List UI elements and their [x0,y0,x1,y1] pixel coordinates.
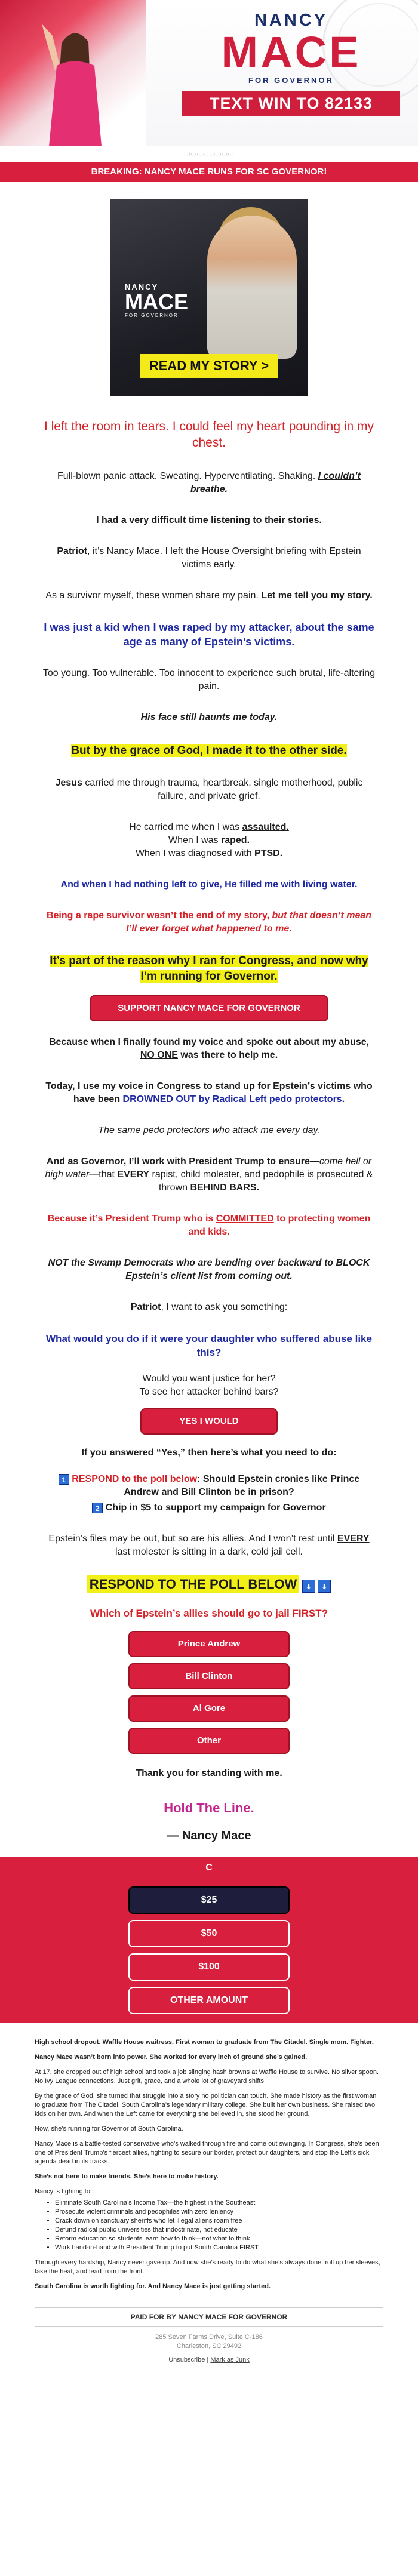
story-difficult: I had a very difficult time listening to their stories. [96,515,322,525]
step-1-badge: 1 [59,1474,69,1485]
story-swamp: NOT the Swamp Democrats who are bending over backward to BLOCK Epstein’s client list from coming out. [48,1258,370,1281]
list-item: • Prosecute violent criminals and pedophiles with zero leniency [55,2208,383,2217]
story-running [42,953,376,984]
poll-option-prince-andrew[interactable]: Prince Andrew [128,1631,290,1657]
thanks-text: Thank you for standing with me. [136,1768,282,1778]
breaking-news-bar[interactable]: BREAKING: NANCY MACE RUNS FOR SC GOVERNOR! [0,162,418,182]
story-ask [42,1301,376,1314]
story-found-voice [42,1036,376,1062]
story-oversight-text: , it’s Nancy Mace. I left the House Oversight briefing with Epstein victims early. [87,546,361,570]
list-item: • Work hand-in-hand with President Trump to put South Carolina FIRST [55,2243,383,2252]
support-button[interactable]: SUPPORT NANCY MACE FOR GOVERNOR [90,995,328,1021]
story-jesus [42,777,376,803]
preheader-spacer: ▭▭▭▭▭▭▭▭ [184,150,234,158]
patriot-word-2: Patriot [130,1302,161,1312]
paid-for-disclaimer: PAID FOR BY NANCY MACE FOR GOVERNOR [35,2307,383,2327]
jesus-word: Jesus [55,778,82,788]
story-carried [42,821,376,860]
hell-high-water: come hell or high water [45,1156,372,1180]
hero-logo [125,282,188,318]
header-banner [0,0,418,146]
pedo-protectors-text: by Radical Left pedo protectors. [196,1094,345,1104]
every-word-2: EVERY [337,1534,370,1544]
hold-the-line: Hold The Line. [164,1800,254,1815]
bio-line-8: Nancy is fighting to: [35,2187,92,2195]
poll-option-other[interactable]: Other [128,1728,290,1754]
unsubscribe-link[interactable]: Unsubscribe [168,2356,205,2363]
address-line-1: 285 Seven Farms Drive, Suite C-186 [155,2333,263,2341]
story-cant-breathe: I couldn’t breathe. [190,471,361,494]
yes-i-would-button[interactable]: YES I WOULD [140,1408,278,1435]
story-grace-highlight: But by the grace of God, I made it to the other side. [71,744,347,757]
raped-text: When I was [168,835,221,845]
donate-band [0,1857,418,1879]
bio-line-7: She’s not here to make friends. She’s here to make history. [35,2172,219,2180]
donation-panel [0,1879,418,2023]
found-voice-text: Because when I finally found my voice and spoke out about my abuse, [48,1037,370,1047]
step-2-text[interactable]: Chip in $5 to support my campaign for Governor [105,1503,326,1513]
trump-text: Because it’s President Trump who is [47,1214,216,1224]
donate-100-button[interactable]: $100 [128,1953,290,1981]
logo-last-name: MACE [221,27,361,77]
committed-word: COMMITTED [216,1214,274,1224]
footer-links [0,2356,418,2365]
respond-text[interactable]: RESPOND to the poll below [72,1474,198,1484]
bio-list [35,2199,383,2252]
every-word: EVERY [117,1169,150,1180]
behind-bars-word: BEHIND BARS. [190,1183,260,1193]
list-item: • Eliminate South Carolina’s Income Tax—the highest in the Southeast [55,2199,383,2208]
story-attack: The same pedo protectors who attack me every day. [98,1125,320,1135]
donate-other-button[interactable]: OTHER AMOUNT [128,1987,290,2014]
poll-heading-text: RESPOND TO THE POLL BELOW [87,1575,300,1593]
story-survivor-text: As a survivor myself, these women share my pain. [45,590,262,601]
story-running-highlight: It’s part of the reason why I ran for Congress, and now why I’m running for Governor. [50,955,368,983]
signature: — Nancy Mace [167,1829,251,1842]
found-voice-end: was there to help me. [177,1050,278,1060]
hero-logo-last: MACE [125,290,188,314]
footer-separator: | [207,2356,209,2363]
bio-line-4: By the grace of God, she turned that struggle into a story no politician can touch. She made history as the first woman to graduate from The Citadel, South Carolina’s legendary military college. She built her own business. She raised two kids on her own. And when the Left came for everything she believed in, she stood her ground. [35,2092,377,2118]
justice-text: Would you want justice for her? [142,1374,276,1384]
hero-portrait [207,216,297,359]
bio-line-1: High school dropout. Waffle House waitress. First woman to graduate from The Citadel. Single mom. Fighter. [35,2038,374,2046]
poll-question: Which of Epstein’s allies should go to jail FIRST? [90,1607,328,1619]
story-patriot-intro [42,545,376,571]
drowned-out-word: DROWNED OUT [122,1094,196,1104]
never-forget-text: but that doesn’t mean I’ll ever forget what happened to me. [126,910,372,934]
donate-25-button[interactable]: $25 [128,1886,290,1914]
story-trump [42,1212,376,1239]
poll-heading [0,1577,418,1593]
step-2-badge: 2 [92,1503,103,1513]
prosecuted-text: rapist, child molester, and pedophile is prosecuted & thrown [149,1169,373,1193]
governor-text: And as Governor, I’ll work with President Trump to ensure— [46,1156,319,1167]
story-grace [42,743,376,759]
story-if-yes: If you answered “Yes,” then here’s what you need to do: [81,1448,337,1458]
attacker-text: To see her attacker behind bars? [139,1387,279,1397]
no-one-word: NO ONE [140,1050,178,1060]
governor-dash: —that [89,1169,118,1180]
patriot-word: Patriot [57,546,88,556]
congress-text: Today, I use my voice in Congress to stand up for Epstein’s victims who have been [45,1081,373,1104]
story-files [42,1532,376,1559]
waving-candidate-icon [0,0,146,146]
story-justice [42,1372,376,1399]
poll-option-bill-clinton[interactable]: Bill Clinton [128,1663,290,1689]
story-haunts: His face still haunts me today. [140,712,278,722]
list-item: • Crack down on sanctuary sheriffs who let illegal aliens roam free [55,2217,383,2226]
logo-first-name: NANCY [254,11,328,30]
story-jesus-text: carried me through trauma, heartbreak, single motherhood, public failure, and private grief. [82,778,363,801]
bio-line-9: Through every hardship, Nancy never gave up. And now she’s ready to do what she’s always done: roll up her sleeves, take the heat, and lead from the front. [35,2258,380,2275]
logo-subtitle: FOR GOVERNOR [248,76,334,85]
not-end-text: Being a rape survivor wasn’t the end of my story, [46,910,272,921]
step-1 [42,1473,376,1499]
story-too-young: Too young. Too vulnerable. Too innocent to experience such brutal, life-altering pain. [42,668,376,691]
bio-line-10: South Carolina is worth fighting for. And Nancy Mace is just getting started. [35,2282,271,2290]
down-arrow-icon: ⬇ [318,1580,331,1593]
story-governor [42,1155,376,1195]
story-tell-my-story: Let me tell you my story. [261,590,373,601]
down-arrow-icon: ⬇ [302,1580,315,1593]
address-line-2: Charleston, SC 29492 [176,2342,242,2350]
text-to-join-banner[interactable]: TEXT WIN TO 82133 [182,91,400,116]
chip-in-label: C [205,1862,213,1873]
bio-line-2: Nancy Mace wasn’t born into power. She worked for every inch of ground she’s gained. [35,2053,308,2061]
protecting-text: to protecting women and kids. [188,1214,371,1237]
story-opening: I left the room in tears. I could feel my heart pounding in my chest. [44,420,374,450]
hero-logo-sub: FOR GOVERNOR [125,313,179,318]
ask-text: , I want to ask you something: [161,1302,288,1312]
hero-image[interactable] [110,199,308,396]
bio-section [0,2038,418,2291]
story-survivor [42,589,376,602]
bio-line-6: Nancy Mace is a battle-tested conservative who’s walked through fire and come out swinging. In Congress, she’s been one of President Trump’s fiercest allies, fighting to secure our border, protect our daughters, and stop the Left’s sick agenda dead in its tracks. [35,2140,379,2165]
raped-word: raped. [221,835,250,845]
header-photo [0,0,146,146]
step-1-question: : Should Epstein cronies like Prince Andrew and Bill Clinton be in prison? [124,1474,360,1497]
poll-options [0,1631,418,1754]
story-not-the-end [42,909,376,935]
bio-line-3: At 17, she dropped out of high school and took a job slinging hash browns at Waffle House to survive. No silver spoon. No Ivy League connections. Just grit, grace, and a whole lot of graveyard shifts. [35,2068,379,2085]
files-text: Epstein’s files may be out, but so are his allies. And I won’t rest until [48,1534,337,1544]
story-living-water: And when I had nothing left to give, He filled me with living water. [60,879,358,890]
story-daughter: What would you do if it were your daughter who suffered abuse like this? [46,1333,372,1358]
story-panic [42,470,376,496]
ptsd-text: When I was diagnosed with [135,848,255,858]
list-item: • Defund radical public universities that indoctrinate, not educate [55,2226,383,2235]
list-item: • Reform education so students learn how to think—not what to think [55,2235,383,2243]
hero-logo-first: NANCY [125,282,159,291]
story-body [0,418,418,1559]
story-congress [42,1080,376,1106]
carried-text: He carried me when I was [129,822,242,832]
ptsd-word: PTSD. [254,848,283,858]
bio-line-5: Now, she’s running for Governor of South Carolina. [35,2125,183,2132]
donate-50-button[interactable]: $50 [128,1920,290,1947]
poll-option-al-gore[interactable]: Al Gore [128,1695,290,1722]
story-panic-text: Full-blown panic attack. Sweating. Hyperventilating. Shaking. [57,471,318,481]
read-my-story-button[interactable]: READ MY STORY > [140,354,278,378]
mark-as-junk-link[interactable]: Mark as Junk [210,2356,250,2363]
step-2 [42,1501,376,1515]
story-kid: I was just a kid when I was raped by my attacker, about the same age as many of Epstein’s victims. [44,621,374,648]
jail-cell-text: last molester is sitting in a dark, cold jail cell. [115,1547,303,1557]
assaulted-word: assaulted. [242,822,289,832]
campaign-logo [182,11,400,116]
